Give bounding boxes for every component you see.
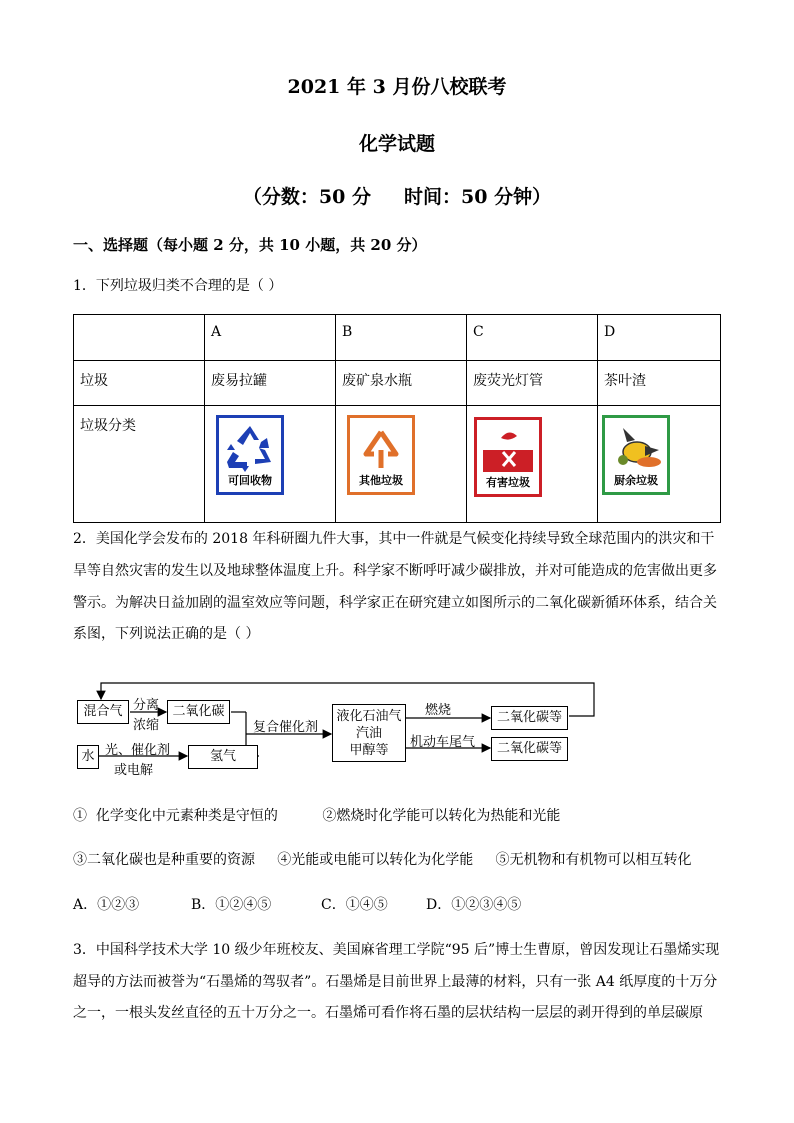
q2-line: 旱等自然灾害的发生以及地球整体温度上升。科学家不断呼吁减少碳排放，并对可能造成的危害做出更多: [73, 563, 717, 579]
table-header-row: [74, 315, 721, 361]
label-composite-catalyst: 复合催化剂: [253, 720, 319, 735]
water-box: 水: [77, 745, 99, 769]
product-methanol: 甲醇等: [349, 743, 389, 758]
q1-stem: 1．下列垃圾归类不合理的是（ ）: [73, 278, 283, 294]
recyclable-bin: [216, 415, 284, 495]
section-heading: 一、选择题（每小题 2 分，共 10 小题，共 20 分）: [73, 236, 427, 254]
table-cell: 废易拉罐: [205, 361, 336, 406]
kitchen-waste-bin: [602, 415, 670, 495]
co2-output-box: 二氧化碳等: [491, 706, 568, 730]
q2-line: 2．美国化学会发布的 2018 年科研圈九件大事，其中一件就是气候变化持续导致全球范围内的洪灾和干: [73, 531, 715, 547]
hazardous-bin: [474, 417, 542, 497]
mixed-gas-box: 混合气: [77, 700, 129, 724]
fuel-products-box: [332, 704, 406, 762]
score-time: （分数：50 分 时间：50 分钟）: [242, 186, 552, 208]
table-cell: A: [205, 315, 336, 361]
product-lpg: 液化石油气: [336, 709, 402, 724]
bin-label: 有害垃圾: [486, 476, 530, 489]
table-cell: 垃圾分类: [74, 406, 205, 523]
label-vehicle-exhaust: 机动车尾气: [410, 735, 476, 750]
exam-title: 2021 年 3 月份八校联考: [287, 76, 507, 98]
table-cell: B: [336, 315, 467, 361]
recycle-icon: [219, 420, 281, 476]
table-cell: C: [467, 315, 598, 361]
exam-subject: 化学试题: [358, 133, 435, 155]
option-a: A．①②③: [73, 897, 140, 913]
label-light-catalyst: 光、催化剂: [105, 743, 171, 758]
product-gasoline: 汽油: [355, 726, 382, 741]
option-b: B．①②④⑤: [191, 897, 272, 913]
table-row: [74, 361, 721, 406]
hydrogen-box: 氢气: [188, 745, 258, 769]
q2-statements: ① 化学变化中元素种类是守恒的 ②燃烧时化学能可以转化为热能和光能: [73, 808, 561, 824]
label-separate: 分离: [133, 698, 160, 713]
table-cell: [74, 315, 205, 361]
label-combustion: 燃烧: [425, 703, 452, 718]
q3-line: 之一，一根头发丝直径的五十万分之一。石墨烯可看作将石墨的层状结构一层层的剥开得到的单层碳原: [73, 1005, 703, 1021]
bin-label: 厨余垃圾: [614, 474, 658, 487]
hazardous-icon: [477, 422, 539, 478]
other-waste-bin: [347, 415, 415, 495]
co2-output-box: 二氧化碳等: [491, 737, 568, 761]
option-c: C．①④⑤: [321, 897, 388, 913]
label-electrolysis: 或电解: [114, 763, 154, 778]
table-cell: D: [598, 315, 721, 361]
table-cell: 废矿泉水瓶: [336, 361, 467, 406]
other-waste-icon: [350, 420, 412, 476]
q2-line: 系图，下列说法正确的是（ ）: [73, 626, 260, 642]
q3-line: 3．中国科学技术大学 10 级少年班校友、美国麻省理工学院“95 后”博士生曹原，曾因发现让石墨烯实现: [73, 942, 720, 958]
bin-label: 其他垃圾: [359, 474, 403, 487]
q3-line: 超导的方法而被誉为“石墨烯的驾驭者”。石墨烯是目前世界上最薄的材料，只有一张 A4 纸厚度的十万分: [73, 974, 718, 990]
table-cell: 垃圾: [74, 361, 205, 406]
option-d: D．①②③④⑤: [426, 897, 522, 913]
kitchen-waste-icon: [605, 420, 667, 476]
table-cell: 废荧光灯管: [467, 361, 598, 406]
label-concentrate: 浓缩: [133, 718, 160, 733]
q2-line: 警示。为解决日益加剧的温室效应等问题，科学家正在研究建立如图所示的二氧化碳新循环体系，结合关: [73, 595, 717, 611]
co2-box: 二氧化碳: [167, 700, 230, 724]
bin-label: 可回收物: [228, 474, 272, 487]
q2-statements: ③二氧化碳也是种重要的资源 ④光能或电能可以转化为化学能 ⑤无机物和有机物可以相互转化: [73, 852, 692, 868]
table-cell: 茶叶渣: [598, 361, 721, 406]
